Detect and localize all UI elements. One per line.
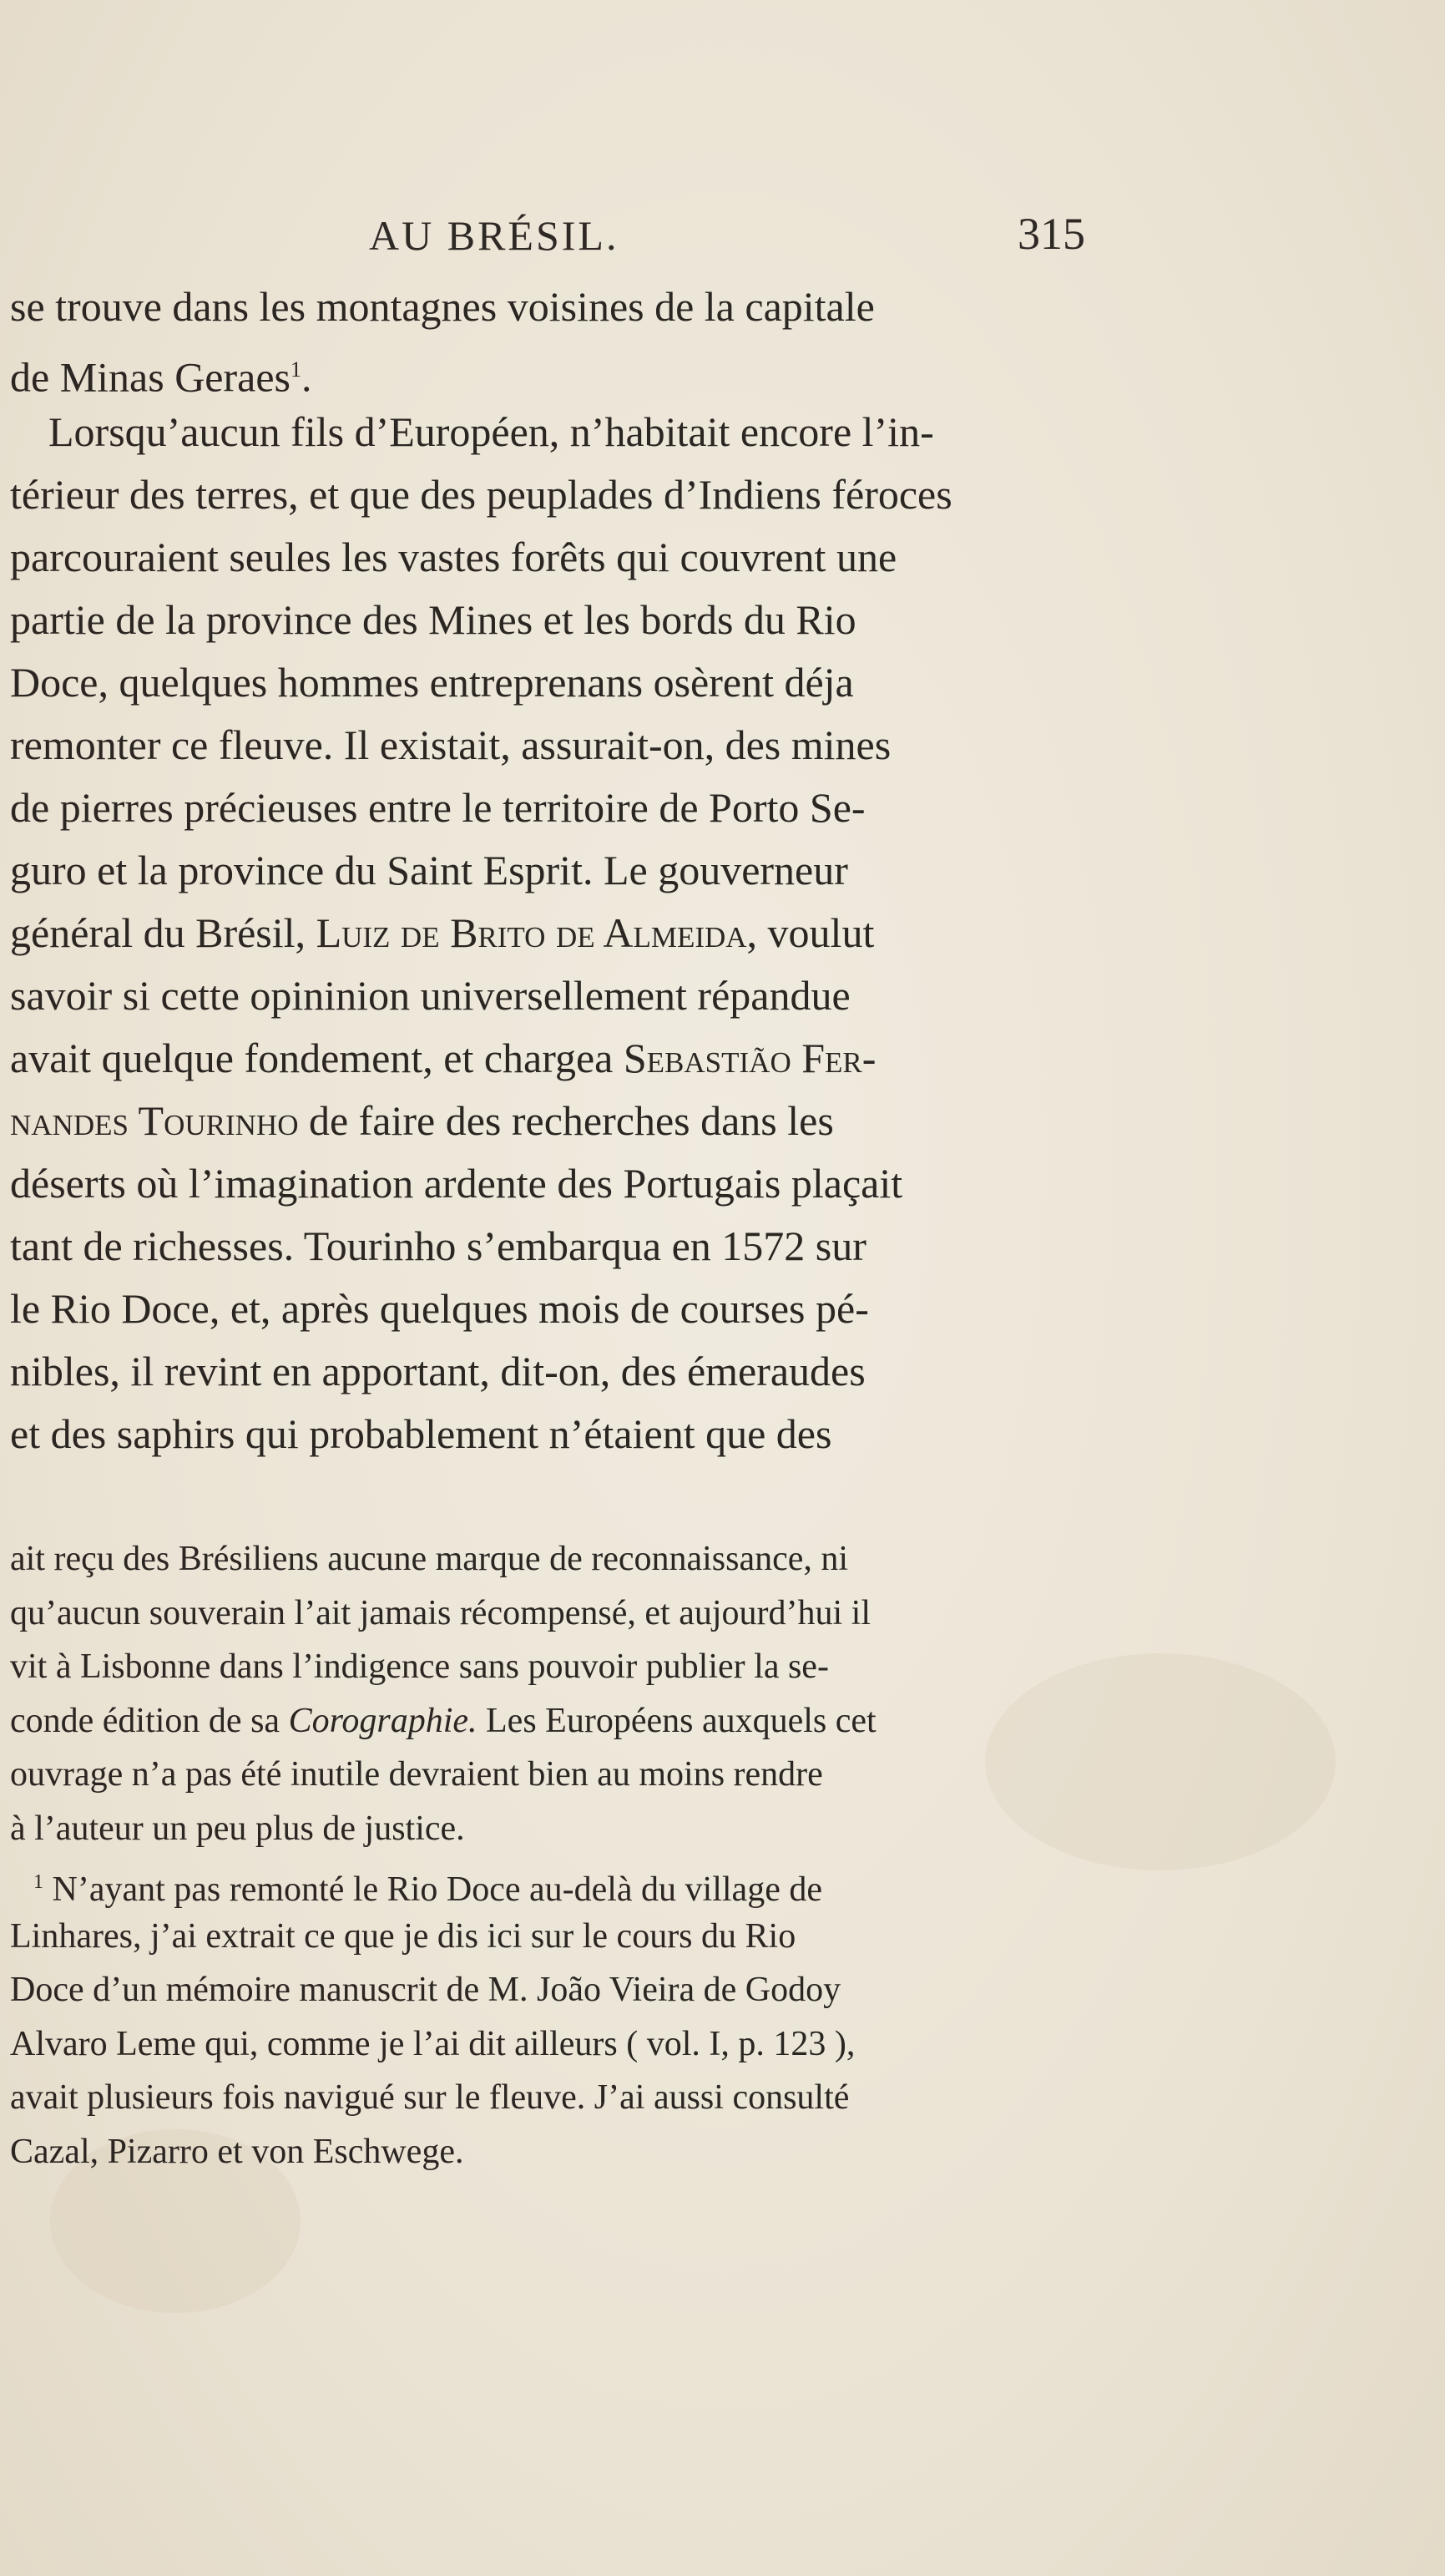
text-line: remonter ce fleuve. Il existait, assurait-on, des mines <box>10 721 892 768</box>
footnote-number: 1 <box>33 1871 43 1893</box>
text-line: Lorsqu’aucun fils d’Européen, n’habitait encore l’in- <box>48 408 934 455</box>
text-line: général du Brésil, Luiz de Brito de Almeida, voulut <box>10 909 875 956</box>
note-line: qu’aucun souverain l’ait jamais récompensé, et aujourd’hui il <box>10 1593 871 1632</box>
text-line: de Minas Geraes$^1$. <box>10 353 312 401</box>
text-line: et des saphirs qui probablement n’étaient que des <box>10 1410 832 1457</box>
note-line: Cazal, Pizarro et von Eschwege. <box>10 2132 464 2171</box>
text-line: le Rio Doce, et, après quelques mois de courses pé- <box>10 1285 869 1332</box>
note-line: ouvrage n’a pas été inutile devraient bien au moins rendre <box>10 1755 823 1794</box>
text-line: nibles, il revint en apportant, dit-on, des émeraudes <box>10 1348 866 1394</box>
text-line: parcouraient seules les vastes forêts qui couvrent une <box>10 534 897 580</box>
person-name: Luiz de Brito de Almeida <box>316 909 747 956</box>
note-line: $^1$ N’ayant pas remonté le Rio Doce au-delà du village de <box>33 1870 822 1909</box>
note-line: ait reçu des Brésiliens aucune marque de reconnaissance, ni <box>10 1540 849 1578</box>
note-line: à l’auteur un peu plus de justice. <box>10 1809 465 1848</box>
person-name: Sebastião Fer- <box>623 1035 877 1081</box>
book-title: Corographie. <box>288 1701 477 1740</box>
running-title: AU BRÉSIL. <box>369 212 619 259</box>
note-line: Alvaro Leme qui, comme je l’ai dit ailleurs ( vol. I, p. 123 ), <box>10 2024 856 2063</box>
text-line: térieur des terres, et que des peuplades d’Indiens féroces <box>10 471 952 518</box>
footnote-reference: 1 <box>291 357 301 382</box>
text-line: avait quelque fondement, et chargea Sebastião Fer- <box>10 1035 877 1081</box>
text-line: guro et la province du Saint Esprit. Le gouverneur <box>10 847 848 893</box>
note-line: vit à Lisbonne dans l’indigence sans pouvoir publier la se- <box>10 1647 829 1686</box>
text-line: se trouve dans les montagnes voisines de la capitale <box>10 283 875 330</box>
text-line: tant de richesses. Tourinho s’embarqua en 1572 sur <box>10 1222 866 1269</box>
footnotes <box>0 1532 1085 2179</box>
text-line: de pierres précieuses entre le territoire de Porto Se- <box>10 784 866 831</box>
note-line: avait plusieurs fois navigué sur le fleuve. J’ai aussi consulté <box>10 2078 850 2117</box>
note-line: conde édition de sa Corographie. Les Européens auxquels cet <box>10 1701 877 1740</box>
note-line: Doce d’un mémoire manuscrit de M. João Vieira de Godoy <box>10 1971 841 2009</box>
text-line: déserts où l’imagination ardente des Portugais plaçait <box>10 1160 903 1207</box>
text-line: Doce, quelques hommes entreprenans osèrent déja <box>10 659 854 706</box>
page-header <box>369 203 1085 270</box>
main-text <box>0 276 1085 1465</box>
note-line: Linhares, j’ai extrait ce que je dis ici sur le cours du Rio <box>10 1916 796 1956</box>
text-line: partie de la province des Mines et les bords du Rio <box>10 596 856 643</box>
text-line: nandes Tourinho de faire des recherches dans les <box>10 1097 834 1144</box>
text-line: savoir si cette opininion universellement répandue <box>10 972 851 1019</box>
person-name: nandes Tourinho <box>10 1097 299 1144</box>
page-number: 315 <box>1018 209 1085 259</box>
